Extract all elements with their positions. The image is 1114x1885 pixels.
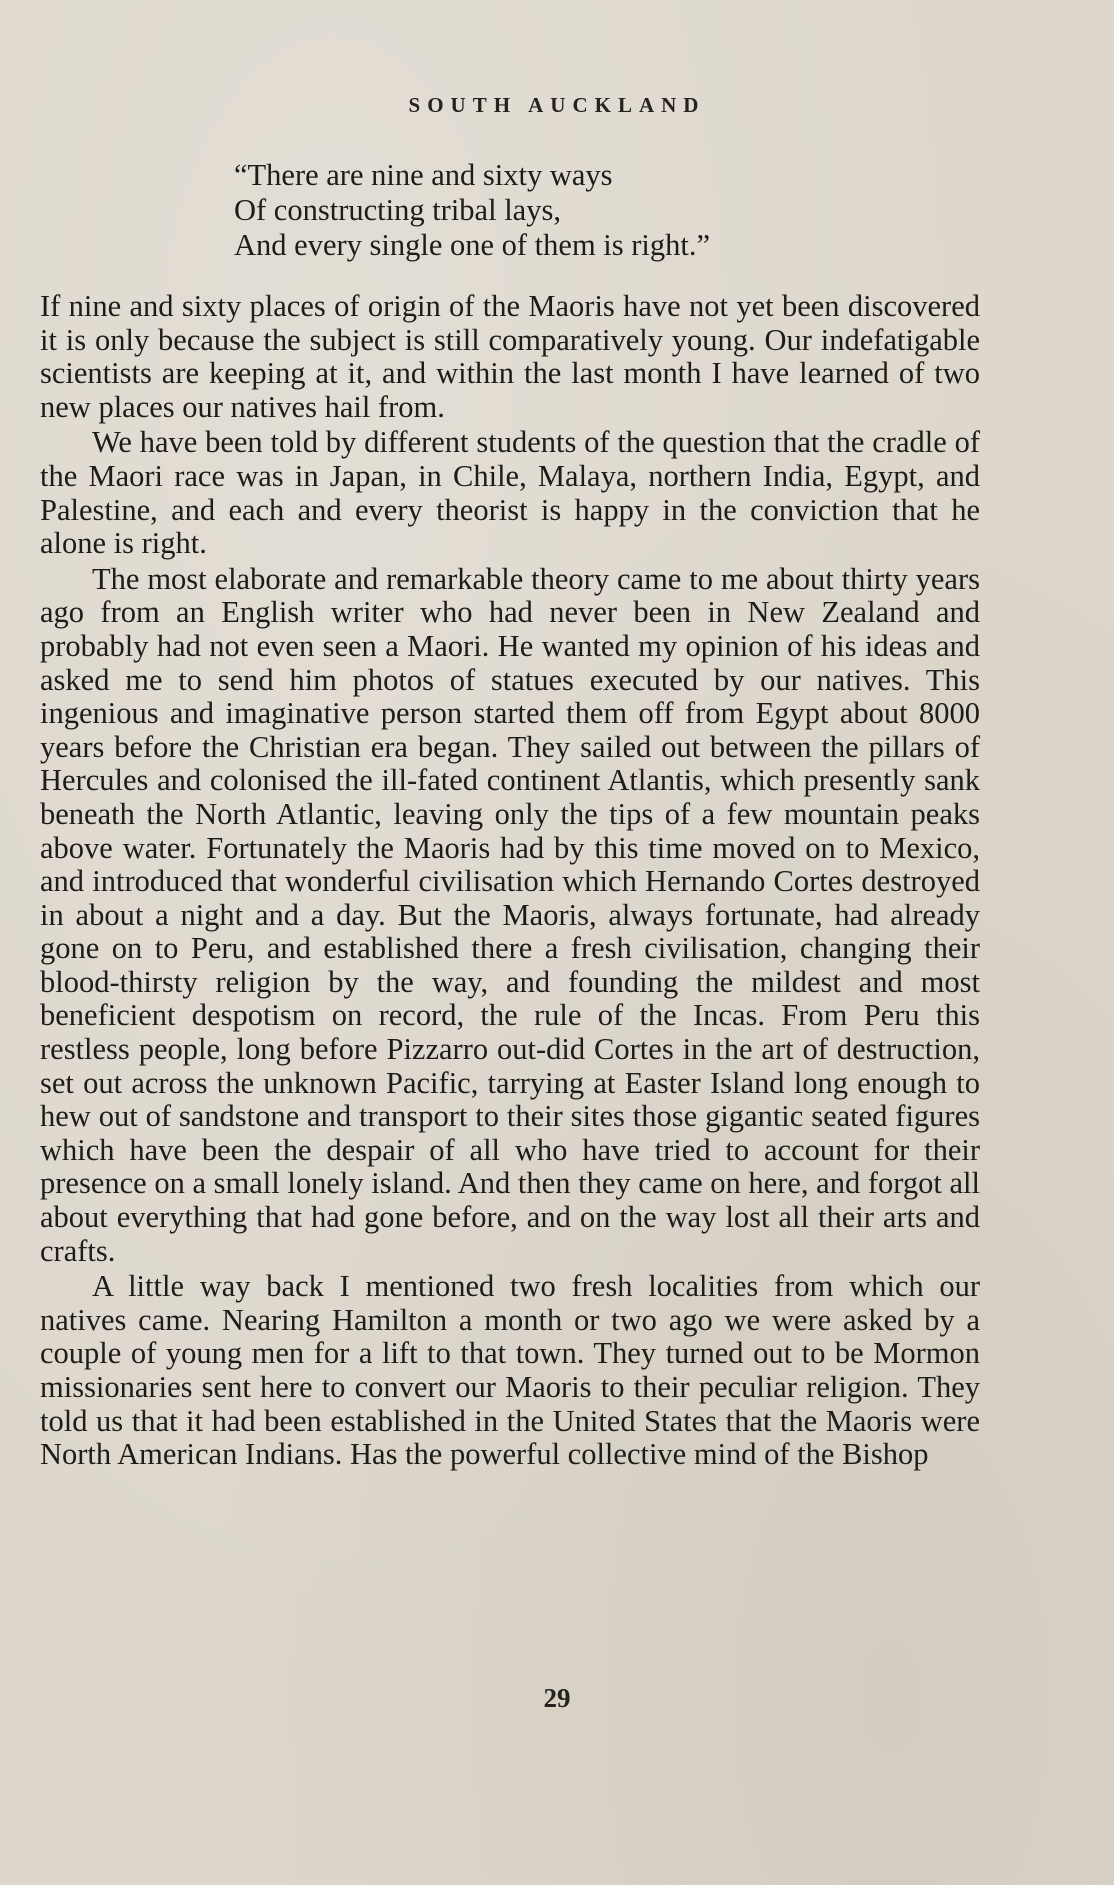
page-number: 29 xyxy=(543,1683,571,1713)
verse-line: Of constructing tribal lays, xyxy=(234,193,561,227)
verse-line: “There are nine and sixty ways xyxy=(234,158,613,192)
body-text xyxy=(40,290,980,1474)
running-head: SOUTH AUCKLAND xyxy=(408,93,706,117)
verse-quotation xyxy=(234,158,854,263)
paragraph: The most elaborate and remarkable theory came to me about thirty years ago from an English writer who had never been in New Zealand and probably had not even seen a Maori. He wanted my opinion of his ideas and asked me to send him photos of statues executed by our natives. This ingenious and imaginative person started them off from Egypt about 8000 years before the Christian era began. They sailed out between the pillars of Hercules and colonised the ill-fated continent Atlantis, which presently sank beneath the North Atlantic, leaving only the tips of a few mountain peaks above water. Fortunately the Maoris had by this time moved on to Mexico, and introduced that wonderful civilisation which Hernando Cortes destroyed in about a night and a day. But the Maoris, always fortunate, had already gone on to Peru, and established there a fresh civilisation, changing their blood-thirsty religion by the way, and founding the mildest and most beneficient despotism on record, the rule of the Incas. From Peru this restless people, long before Pizzarro out-did Cortes in the art of destruction, set out across the unknown Pacific, tarrying at Easter Island long enough to hew out of sandstone and transport to their sites those gigantic seated figures which have been the despair of all who have tried to account for their presence on a small lonely island. And then they came on here, and forgot all about everything that had gone before, and on the way lost all their arts and crafts. xyxy=(40,561,980,1268)
verse-line: And every single one of them is right.” xyxy=(234,228,711,262)
paragraph: A little way back I mentioned two fresh localities from which our natives came. Nearing Hamilton a month or two ago we were asked by a couple of young men for a lift to that town. They turned out to be Mormon missionaries sent here to convert our Maoris to their peculiar religion. They told us that it had been established in the United States that the Maoris were North American Indians. Has the powerful collective mind of the Bishop xyxy=(40,1269,980,1472)
paragraph: We have been told by different students of the question that the cradle of the Maori race was in Japan, in Chile, Malaya, northern India, Egypt, and Palestine, and each and every theorist is happy in the conviction that he alone is right. xyxy=(40,425,980,561)
paragraph: If nine and sixty places of origin of the Maoris have not yet been discovered it is only because the subject is still comparatively young. Our indefatigable scientists are keeping at it, and within the last month I have learned of two new places our natives hail from. xyxy=(40,289,980,424)
